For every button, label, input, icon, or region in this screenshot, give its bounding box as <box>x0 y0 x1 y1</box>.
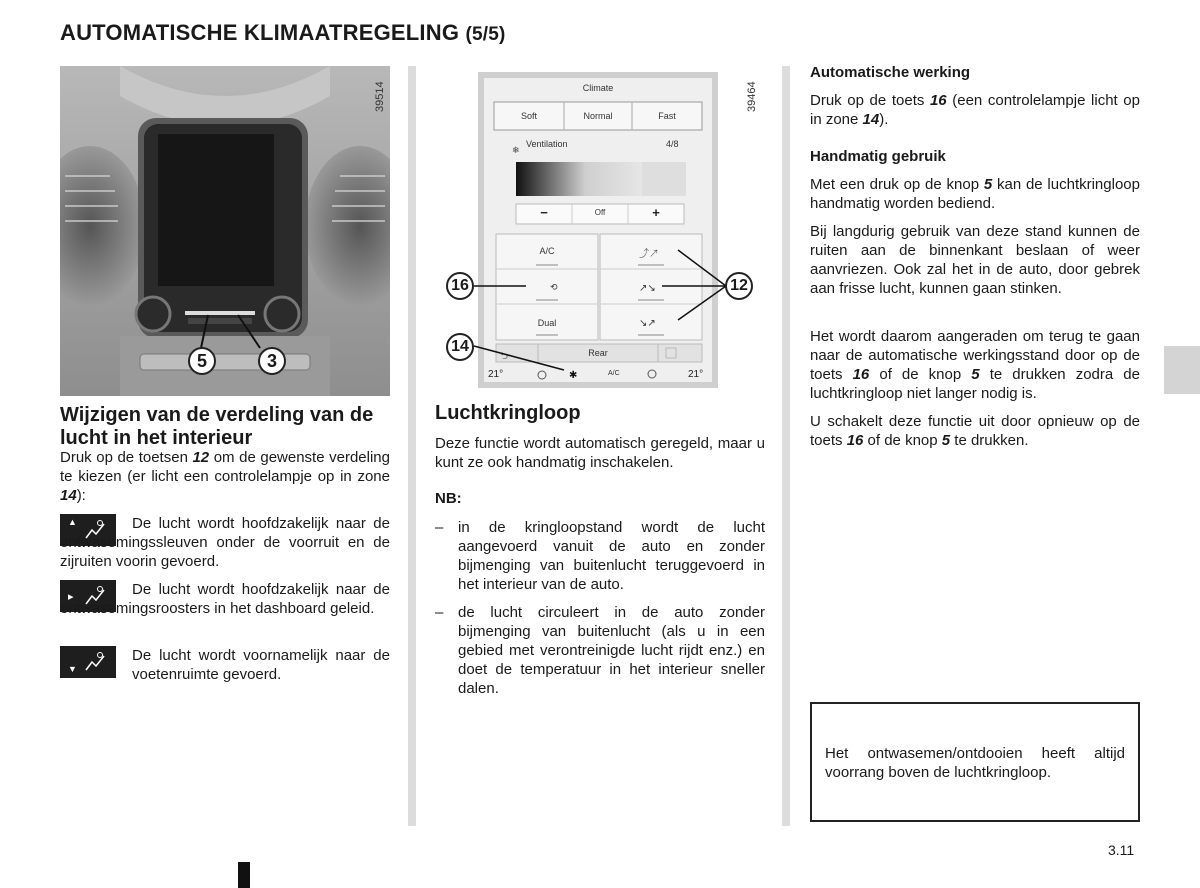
mode-soft-tab[interactable]: Soft <box>520 111 537 121</box>
print-mark <box>238 862 250 888</box>
switch-off-text: U schakelt deze functie uit door opnieuw op de toets 16 of de knop 5 te drukken. <box>810 413 1140 449</box>
svg-text:↘↗: ↘↗ <box>639 318 656 329</box>
manual-heading: Handmatig gebruik <box>810 148 946 165</box>
dual-button[interactable]: Dual <box>537 318 557 328</box>
column-divider-left <box>408 66 416 826</box>
svg-text:❄: ❄ <box>512 145 520 155</box>
note-box <box>810 702 1140 822</box>
bottom-ac-indicator: A/C <box>608 370 620 377</box>
nb-item-1: – in de kringloopstand wordt de lucht aangevoerd vanuit de auto en zonder bijmenging van buitenlucht teruggevoerd in het interieur van de auto. <box>435 519 765 593</box>
svg-text:▲: ▲ <box>68 517 77 527</box>
svg-text:↗↘: ↗↘ <box>639 283 656 294</box>
ventilation-label: Ventilation <box>526 139 568 149</box>
column-divider-right <box>782 66 790 826</box>
fan-plus-button[interactable]: + <box>652 205 660 220</box>
svg-text:⮌: ⮌ <box>500 351 509 362</box>
ac-button[interactable]: A/C <box>539 246 555 256</box>
callout-12: 12 <box>725 272 753 300</box>
distribution-item-1: De lucht wordt hoofdzakelijk naar de ontwasemingssleuven onder de voorruit en de zijruiten voorin gevoerd. <box>60 515 390 570</box>
callout-14: 14 <box>446 333 474 361</box>
fan-off-button[interactable]: Off <box>594 208 606 217</box>
nb-item-2: – de lucht circuleert in de auto zonder bijmenging van buitenlucht (als u in een gebied met verontreinigde lucht rijdt enz.) en doet de temperatuur in het interieur sneller dalen. <box>435 604 765 697</box>
callout-lines <box>440 240 740 390</box>
page-title-text: AUTOMATISCHE KLIMAATREGELING <box>60 20 460 45</box>
svg-text:✱: ✱ <box>569 370 578 381</box>
mode-normal-tab[interactable]: Normal <box>583 111 613 121</box>
temp-left: 21° <box>488 369 504 380</box>
dashboard-photo <box>60 66 390 396</box>
photo-reference: 39514 <box>374 81 386 112</box>
auto-text: Druk op de toets 16 (een controlelampje licht op in zone 14). <box>810 92 1140 128</box>
middle-intro: Deze functie wordt automatisch geregeld, maar u kunt ze ook handmatig inschakelen. <box>435 435 765 471</box>
screen-title: Climate <box>582 83 614 93</box>
chapter-tab <box>1164 346 1200 394</box>
screen-reference: 39464 <box>746 81 758 112</box>
nb-label: NB: <box>435 490 462 507</box>
auto-heading: Automatische werking <box>810 64 971 81</box>
distribution-item-2: De lucht wordt hoofdzakelijk naar de ontwasemingsroosters in het dashboard geleid. <box>60 581 390 617</box>
note-text: Het ontwasemen/ontdooien heeft altijd voorrang boven de luchtkringloop. <box>825 745 1125 781</box>
rear-button[interactable]: Rear <box>588 348 608 358</box>
callout-16: 16 <box>446 272 474 300</box>
temp-right: 21° <box>688 369 704 380</box>
manual-text: Met een druk op de knop 5 kan de luchtkringloop handmatig worden bediend. <box>810 176 1140 212</box>
page-title-part: (5/5) <box>465 24 506 45</box>
fan-minus-button[interactable]: − <box>540 205 548 220</box>
svg-text:⟲: ⟲ <box>550 282 558 292</box>
left-heading: Wijzigen van de verdeling van de lucht in het interieur <box>60 404 374 449</box>
left-intro: Druk op de toetsen 12 om de gewenste verdeling te kiezen (er licht een controlelampje op in zone 14): <box>60 449 390 504</box>
advice-text: Het wordt daarom aangeraden om terug te gaan naar de automatische werkingsstand door op de toets 16 of de knop 5 te drukken zodra de luchtkringloop niet langer nodig is. <box>810 328 1140 402</box>
svg-text:▸: ▸ <box>68 591 74 603</box>
warning-text: Bij langdurig gebruik van deze stand kunnen de ruiten aan de binnenkant beslaan of weer aanvriezen. Ook zal het in de auto, door gebrek aan frisse lucht, kunnen gaan stinken. <box>810 223 1140 297</box>
page-title <box>60 20 506 46</box>
ventilation-level: 4/8 <box>666 139 679 149</box>
svg-text:⤴↗: ⤴↗ <box>639 249 659 260</box>
svg-text:▼: ▼ <box>68 664 77 674</box>
callout-5: 5 <box>188 347 216 375</box>
footwell-distribution-icon <box>60 646 116 678</box>
mode-fast-tab[interactable]: Fast <box>658 111 676 121</box>
callout-3: 3 <box>258 347 286 375</box>
page-number: 3.11 <box>1108 842 1135 858</box>
middle-heading: Luchtkringloop <box>435 402 581 424</box>
distribution-item-3: De lucht wordt voornamelijk naar de voetenruimte gevoerd. <box>132 647 390 683</box>
